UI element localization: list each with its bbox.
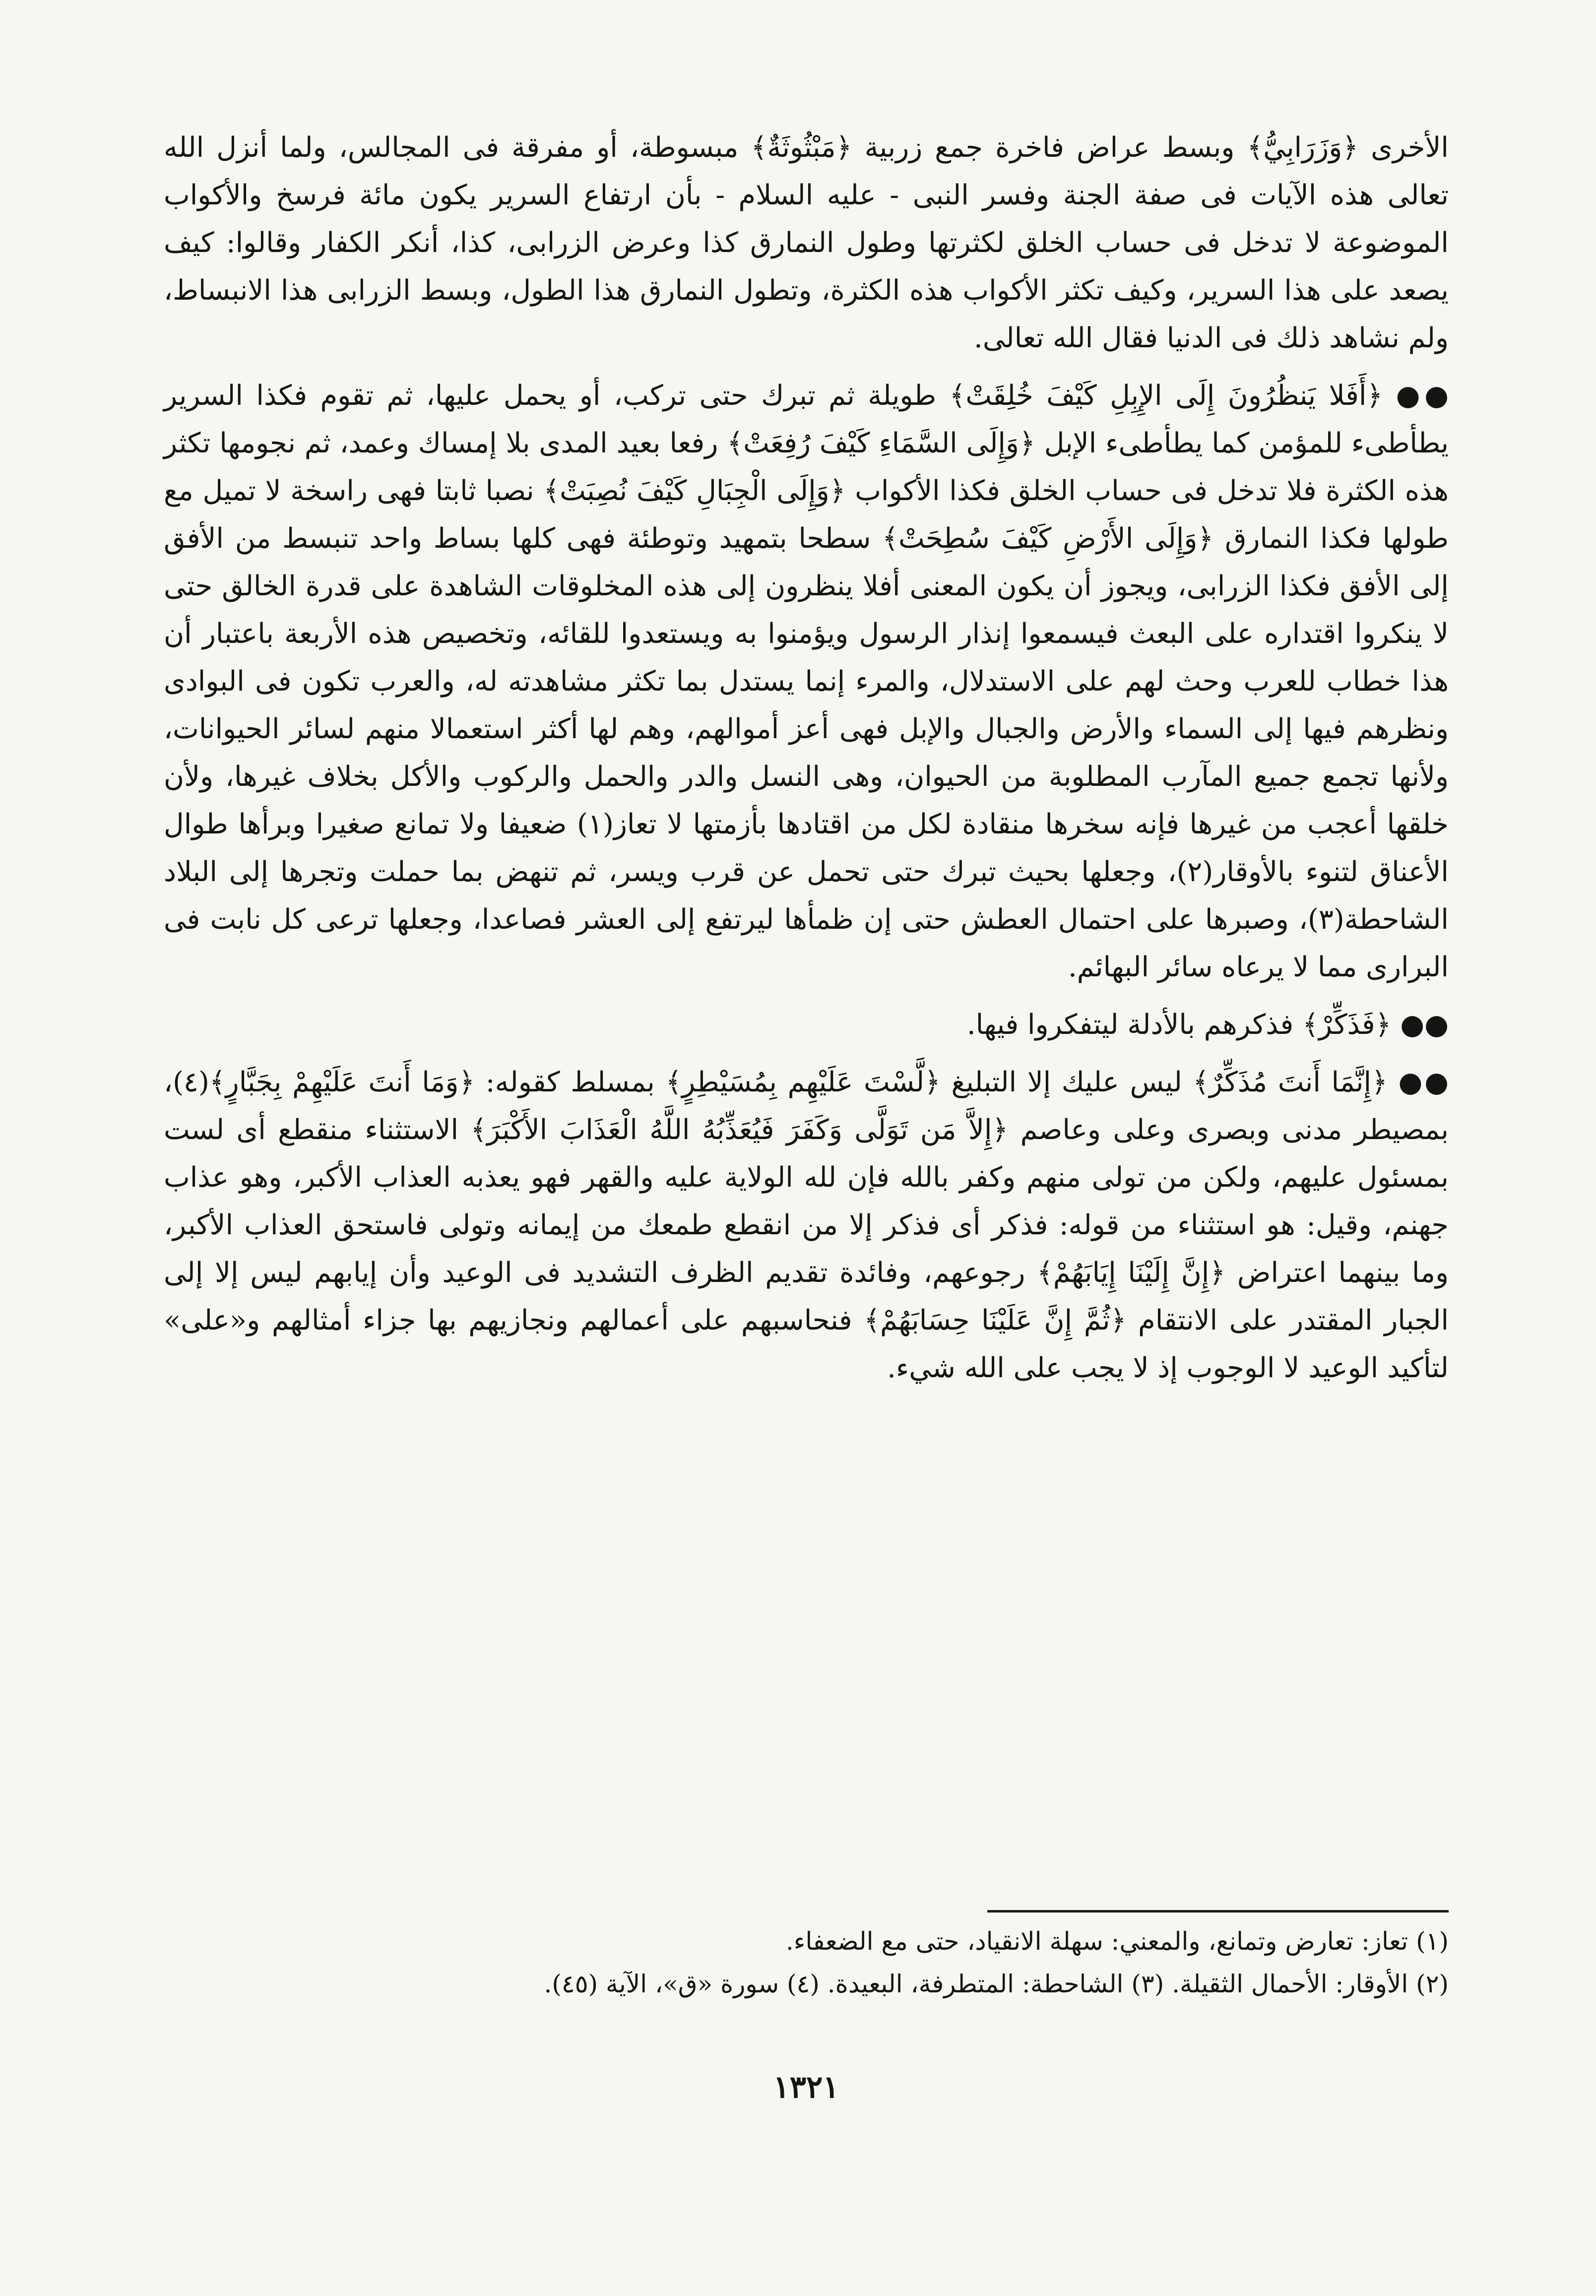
footnote-1: (١) تعاز: تعارض وتمانع، والمعني: سهلة الانقياد، حتى مع الضعفاء. <box>785 1927 1449 1956</box>
paragraph-2: ●● ﴿أَفَلا يَنظُرُونَ إِلَى الإِبِلِ كَيْفَ خُلِقَتْ﴾ طويلة ثم تبرك حتى تركب، أو يحمل عليها، ثم تقوم فكذا السرير يطأطىء للمؤمن كما يطأطىء الإبل ﴿وَإِلَى السَّمَاءِ كَيْفَ رُفِعَتْ﴾ رفعا بعيد المدى بلا إمساك وعمد، ثم نجومها تكثر هذه الكثرة فلا تدخل فى حساب الخلق فكذا الأكواب ﴿وَإِلَى الْجِبَالِ كَيْفَ نُصِبَتْ﴾ نصبا ثابتا فهى راسخة لا تميل مع طولها فكذا النمارق ﴿وَإِلَى الأَرْضِ كَيْفَ سُطِحَتْ﴾ سطحا بتمهيد وتوطئة فهى كلها بساط واحد تنبسط من الأفق إلى الأفق فكذا الزرابى، ويجوز أن يكون المعنى أفلا ينظرون إلى هذه المخلوقات الشاهدة على قدرة الخالق حتى لا ينكروا اقتداره على البعث فيسمعوا إنذار الرسول ويؤمنوا به ويستعدوا للقائه، وتخصيص هذه الأربعة باعتبار أن هذا خطاب للعرب وحث لهم على الاستدلال، والمرء إنما يستدل بما تكثر مشاهدته له، والعرب تكون فى البوادى ونظرهم فيها إلى السماء والأرض والجبال والإبل فهى أعز أموالهم، وهم لها أكثر استعمالا منهم لسائر الحيوانات، ولأنها تجمع جميع المآرب المطلوبة من الحيوان، وهى النسل والدر والحمل والركوب والأكل بخلاف غيرها، ولأن خلقها أعجب من غيرها فإنه سخرها منقادة لكل من اقتادها بأزمتها لا تعاز(١) ضعيفا ولا تمانع صغيرا وبرأها طوال الأعناق لتنوء بالأوقار(٢)، وجعلها بحيث تبرك حتى تحمل عن قرب ويسر، ثم تنهض بما حملت وتجرها إلى البلاد الشاحطة(٣)، وصبرها على احتمال العطش حتى إن ظمأها ليرتفع إلى العشر فصاعدا، وجعلها ترعى كل نابت فى البرارى مما لا يرعاه سائر البهائم. <box>164 380 1449 983</box>
footnote-2: (٢) الأوقار: الأحمال الثقيلة. (٣) الشاحطة: المتطرفة، البعيدة. (٤) سورة «ق»، الآية (٤٥). <box>544 1970 1449 1998</box>
page-number: ١٣٢١ <box>773 2069 839 2105</box>
paragraph-4: ●● ﴿إِنَّمَا أَنتَ مُذَكِّرٌ﴾ ليس عليك إلا التبليغ ﴿لَّسْتَ عَلَيْهِم بِمُسَيْطِرٍ﴾ بمسلط كقوله: ﴿وَمَا أَنتَ عَلَيْهِمْ بِجَبَّارٍ﴾(٤)، بمصيطر مدنى وبصرى وعلى وعاصم ﴿إِلاَّ مَن تَوَلَّى وَكَفَرَ فَيُعَذِّبُهُ اللَّهُ الْعَذَابَ الأَكْبَرَ﴾ الاستثناء منقطع أى لست بمسئول عليهم، ولكن من تولى منهم وكفر بالله فإن لله الولاية عليه والقهر فهو يعذبه العذاب الأكبر، وهو عذاب جهنم، وقيل: هو استثناء من قوله: فذكر أى فذكر إلا من انقطع طمعك من إيمانه وتولى فاستحق العذاب الأكبر، وما بينهما اعتراض ﴿إِنَّ إِلَيْنَا إِيَابَهُمْ﴾ رجوعهم، وفائدة تقديم الظرف التشديد فى الوعيد وأن إيابهم ليس إلا إلى الجبار المقتدر على الانتقام ﴿ثُمَّ إِنَّ عَلَيْنَا حِسَابَهُمْ﴾ فنحاسبهم على أعمالهم ونجازيهم بها جزاء أمثالهم و«على» لتأكيد الوعيد لا الوجوب إذ لا يجب على الله شيء. <box>164 1066 1449 1384</box>
footnotes <box>164 1920 1449 2005</box>
main-text <box>164 124 1449 1392</box>
footnote-divider <box>987 1910 1449 1913</box>
document-page <box>164 124 1449 2208</box>
paragraph-1: الأخرى ﴿وَزَرَابِيُّ﴾ وبسط عراض فاخرة جمع زربية ﴿مَبْثُوثَةٌ﴾ مبسوطة، أو مفرقة فى المجالس، ولما أنزل الله تعالى هذه الآيات فى صفة الجنة وفسر النبى - عليه السلام - بأن ارتفاع السرير يكون مائة فرسخ والأكواب الموضوعة لا تدخل فى حساب الخلق لكثرتها وطول النمارق كذا وعرض الزرابى، كذا، أنكر الكفار وقالوا: كيف يصعد على هذا السرير، وكيف تكثر الأكواب هذه الكثرة، وتطول النمارق هذا الطول، وبسط الزرابى هذا الانبساط، ولم نشاهد ذلك فى الدنيا فقال الله تعالى. <box>164 131 1449 354</box>
paragraph-3: ●● ﴿فَذَكِّرْ﴾ فذكرهم بالأدلة ليتفكروا فيها. <box>966 1009 1449 1041</box>
